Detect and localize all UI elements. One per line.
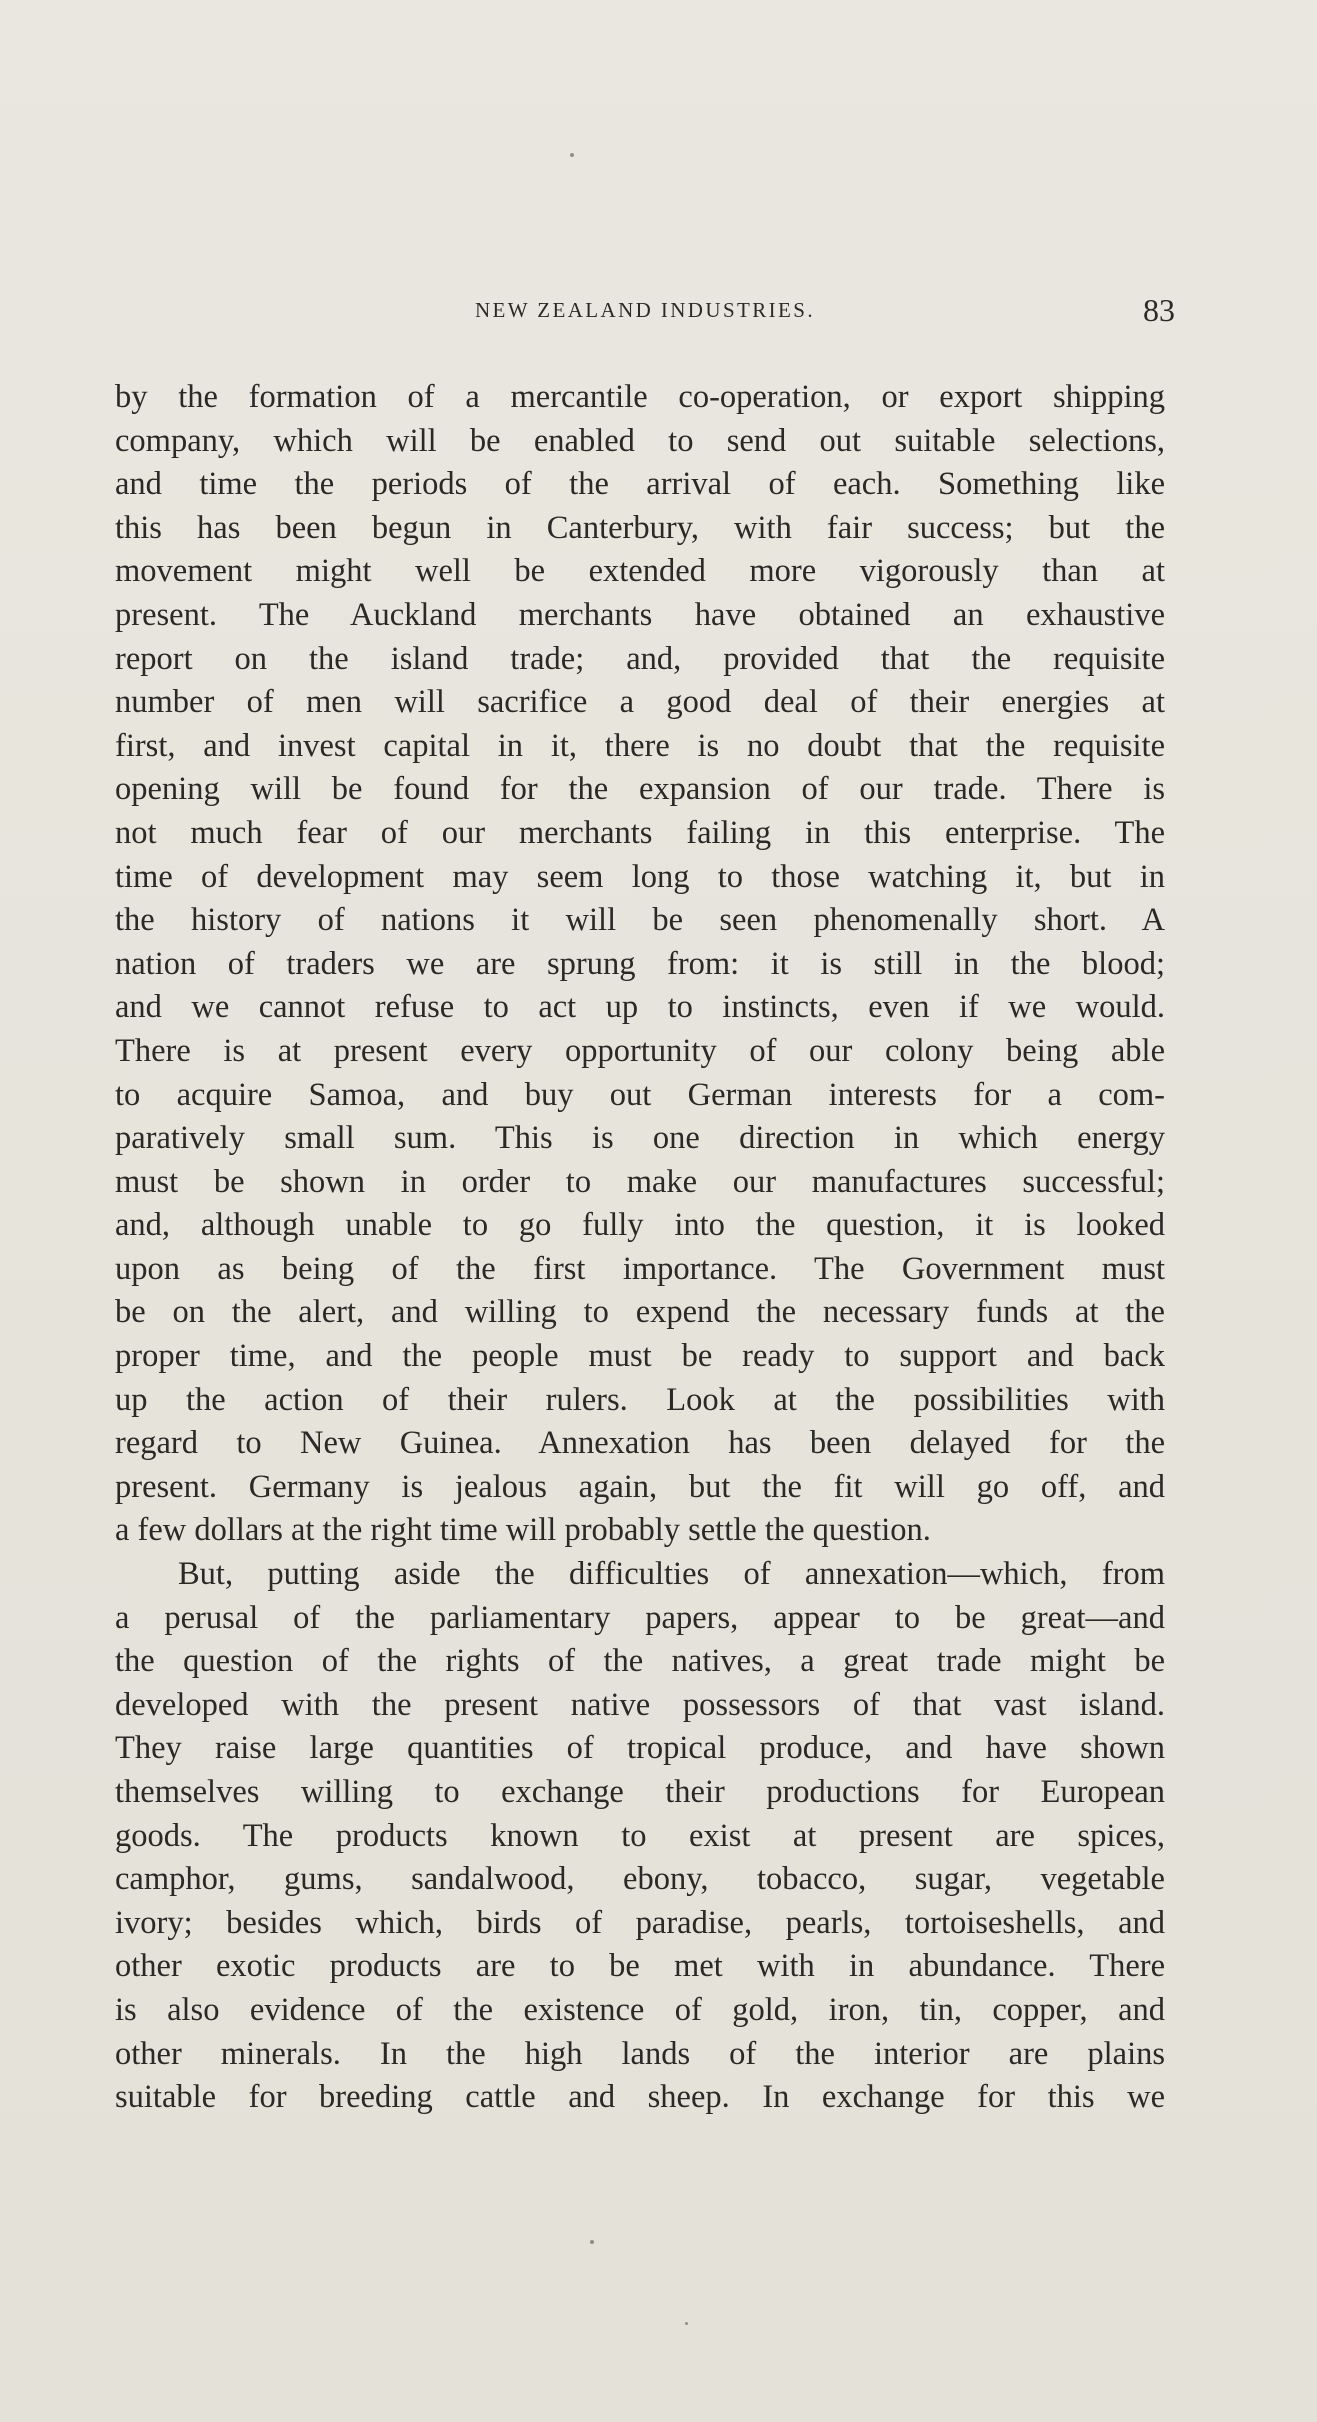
text-line: and time the periods of the arrival of each. Something like <box>115 466 1165 503</box>
text-line: They raise large quantities of tropical produce, and have shown <box>115 1730 1165 1767</box>
text-line: movement might well be extended more vigorously than at <box>115 553 1165 590</box>
text-line: the question of the rights of the natives, a great trade might be <box>115 1643 1165 1680</box>
text-line: present. The Auckland merchants have obtained an exhaustive <box>115 596 1165 633</box>
body-text <box>115 376 1165 2120</box>
text-line: be on the alert, and willing to expend the necessary funds at the <box>115 1294 1165 1331</box>
paragraph <box>115 1553 1165 2120</box>
text-line: themselves willing to exchange their productions for European <box>115 1774 1165 1810</box>
text-line: by the formation of a mercantile co-operation, or export shipping <box>115 379 1165 415</box>
text-line: not much fear of our merchants failing in this enterprise. The <box>115 814 1165 851</box>
text-line: developed with the present native possessors of that vast island. <box>115 1686 1165 1723</box>
text-line: company, which will be enabled to send out suitable selections, <box>115 422 1165 459</box>
print-speck <box>590 2240 594 2244</box>
text-line: paratively small sum. This is one direction in which energy <box>115 1120 1165 1157</box>
text-line: number of men will sacrifice a good deal of their energies at <box>115 684 1165 721</box>
text-line: the history of nations it will be seen phenomenally short. A <box>115 902 1165 939</box>
text-line: this has been begun in Canterbury, with fair success; but the <box>115 509 1165 546</box>
text-line: to acquire Samoa, and buy out German interests for a com- <box>115 1076 1165 1113</box>
text-line: present. Germany is jealous again, but the fit will go off, and <box>115 1468 1165 1505</box>
text-line: regard to New Guinea. Annexation has been delayed for the <box>115 1425 1165 1462</box>
text-line: and we cannot refuse to act up to instincts, even if we would. <box>115 989 1165 1026</box>
text-line: goods. The products known to exist at present are spices, <box>115 1817 1165 1854</box>
text-line: is also evidence of the existence of gold, iron, tin, copper, and <box>115 1991 1165 2028</box>
text-line: first, and invest capital in it, there is no doubt that the requisite <box>115 727 1165 764</box>
text-line: There is at present every opportunity of our colony being able <box>115 1032 1165 1069</box>
text-line: But, putting aside the difficulties of annexation—which, from <box>178 1556 1165 1593</box>
text-line: suitable for breeding cattle and sheep. In exchange for this we <box>115 2079 1165 2116</box>
text-line: report on the island trade; and, provided that the requisite <box>115 640 1165 677</box>
print-speck <box>570 153 574 157</box>
text-line: opening will be found for the expansion of our trade. There is <box>115 771 1165 808</box>
paragraph <box>115 376 1165 1553</box>
text-line: must be shown in order to make our manufactures successful; <box>115 1163 1165 1200</box>
text-line: ivory; besides which, birds of paradise, pearls, tortoiseshells, and <box>115 1904 1165 1941</box>
text-line: other exotic products are to be met with in abundance. There <box>115 1948 1165 1985</box>
text-line: a perusal of the parliamentary papers, appear to be great—and <box>115 1599 1165 1636</box>
text-line: camphor, gums, sandalwood, ebony, tobacco, sugar, vegetable <box>115 1861 1165 1898</box>
text-line: proper time, and the people must be ready to support and back <box>115 1338 1165 1375</box>
text-line: other minerals. In the high lands of the interior are plains <box>115 2035 1165 2072</box>
text-line: time of development may seem long to those watching it, but in <box>115 858 1165 895</box>
text-line: up the action of their rulers. Look at the possibilities with <box>115 1381 1165 1418</box>
page-header <box>115 292 1175 332</box>
text-line: a few dollars at the right time will probably settle the question. <box>115 1512 931 1549</box>
text-line: upon as being of the first importance. The Government must <box>115 1250 1165 1287</box>
print-speck <box>685 2322 688 2325</box>
text-line: and, although unable to go fully into the question, it is looked <box>115 1207 1165 1244</box>
text-line: nation of traders we are sprung from: it is still in the blood; <box>115 945 1165 982</box>
running-title: NEW ZEALAND INDUSTRIES. <box>474 298 816 322</box>
page-number: 83 <box>1143 292 1175 328</box>
